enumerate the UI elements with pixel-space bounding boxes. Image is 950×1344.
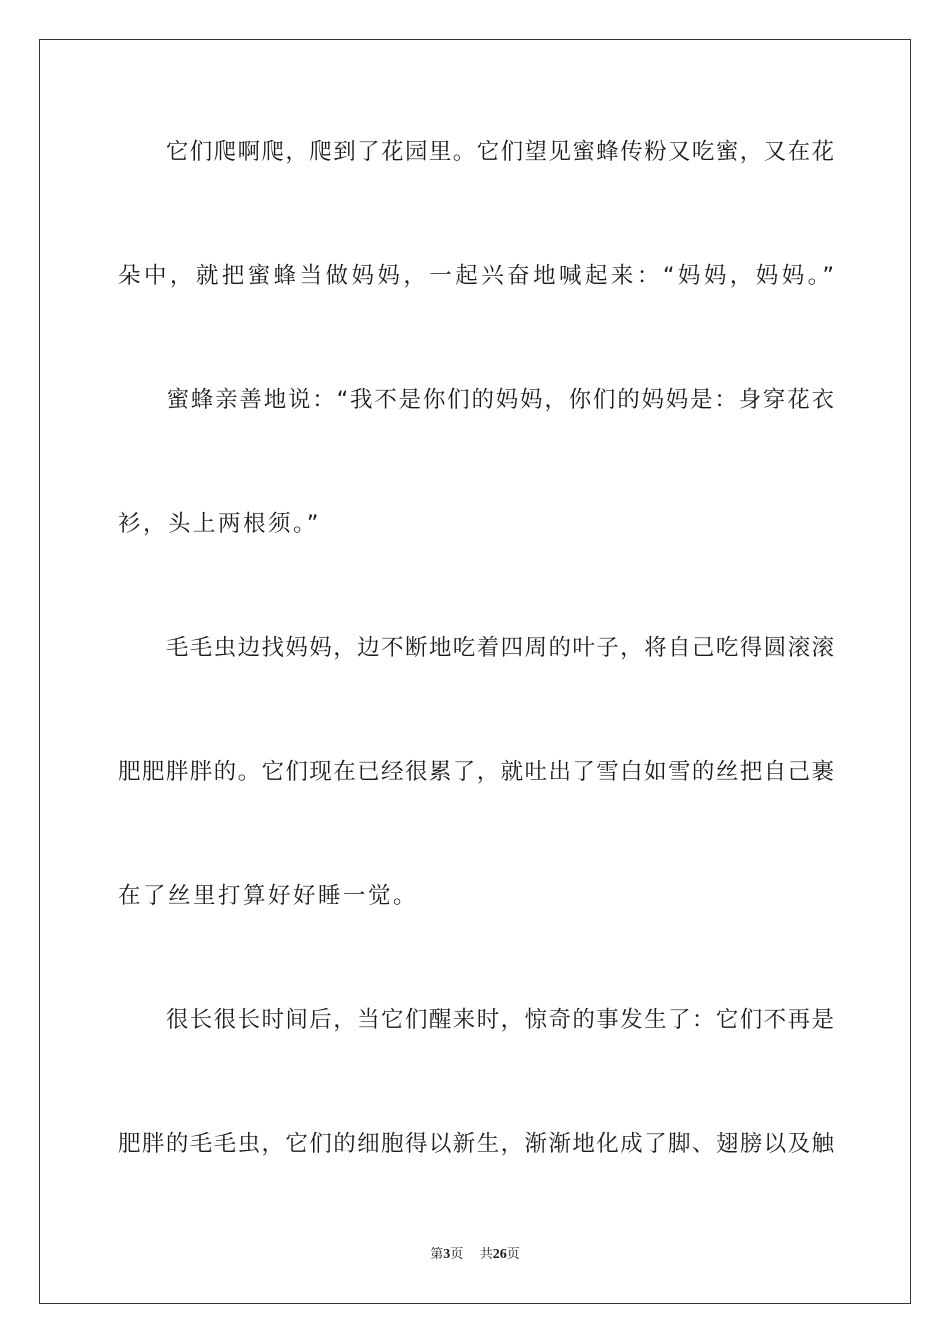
paragraph-line-5: 毛毛虫边找妈妈，边不断地吃着四周的叶子，将自己吃得圆滚滚 [118, 635, 834, 661]
total-suffix: 页 [506, 1247, 520, 1262]
page-footer [0, 1246, 950, 1264]
paragraph-line-7: 在了丝里打算好好睡一觉。 [118, 883, 419, 909]
paragraph-line-3: 蜜蜂亲善地说：“我不是你们的妈妈，你们的妈妈是：身穿花衣 [118, 387, 834, 413]
page-number: 3 [443, 1247, 451, 1262]
total-prefix: 共 [479, 1247, 493, 1262]
paragraph-line-6: 肥肥胖胖的。它们现在已经很累了，就吐出了雪白如雪的丝把自己裹 [118, 759, 834, 785]
paragraph-line-1: 它们爬啊爬，爬到了花园里。它们望见蜜蜂传粉又吃蜜，又在花 [118, 139, 834, 165]
page-prefix: 第 [430, 1247, 444, 1262]
paragraph-line-9: 肥胖的毛毛虫，它们的细胞得以新生，渐渐地化成了脚、翅膀以及触 [118, 1131, 834, 1157]
paragraph-line-4: 衫，头上两根须。” [118, 511, 321, 537]
paragraph-line-2: 朵中，就把蜜蜂当做妈妈，一起兴奋地喊起来：“妈妈，妈妈。” [118, 263, 834, 289]
total-pages: 26 [492, 1247, 507, 1262]
page-border [39, 39, 911, 1304]
paragraph-line-8: 很长很长时间后，当它们醒来时，惊奇的事发生了：它们不再是 [118, 1007, 834, 1033]
page-suffix: 页 [450, 1247, 464, 1262]
